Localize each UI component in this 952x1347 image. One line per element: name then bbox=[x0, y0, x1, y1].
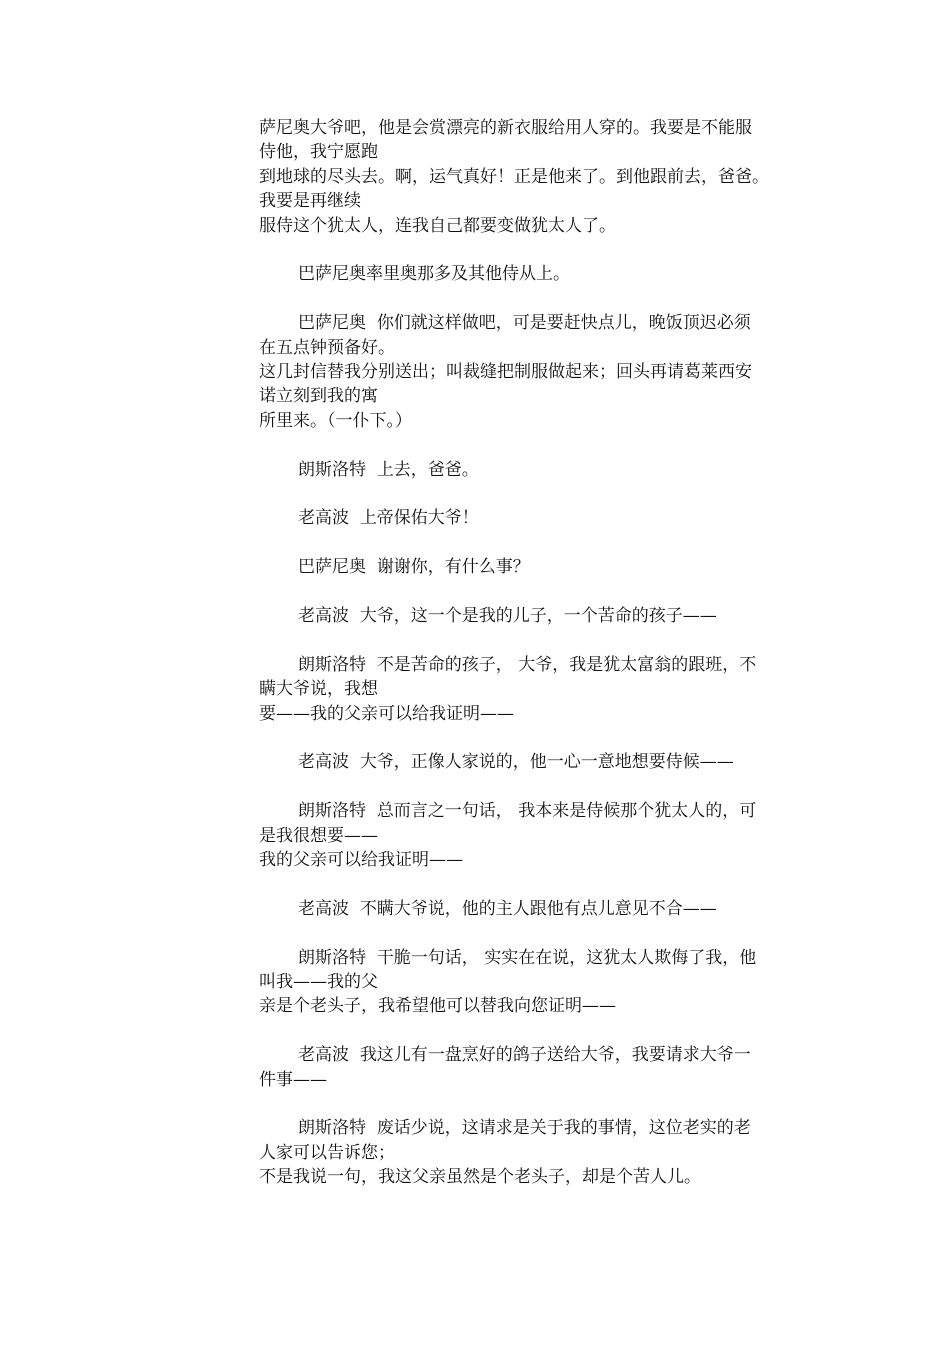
dialogue-paragraph bbox=[259, 653, 811, 726]
speech-text: 不是苦命的孩子， 大爷，我是犹太富翁的跟班，不 bbox=[376, 654, 757, 675]
dialogue-paragraph bbox=[259, 897, 811, 921]
text-line: 巴萨尼奥率里奥那多及其他侍从上。 bbox=[298, 264, 570, 285]
text-line bbox=[259, 458, 811, 482]
text-line: 所里来。（一仆下。） bbox=[259, 410, 412, 431]
speech-text: 废话少说，这请求是关于我的事情，这位老实的老 bbox=[376, 1118, 751, 1139]
text-line: 人家可以告诉您； bbox=[259, 1142, 395, 1163]
dialogue-paragraph bbox=[259, 458, 811, 482]
speech-text: 谢谢你，有什么事？ bbox=[376, 557, 530, 578]
text-line bbox=[259, 946, 811, 970]
speaker-name: 老高波 bbox=[298, 752, 349, 773]
text-line: 诺立刻到我的寓 bbox=[259, 386, 378, 407]
text-line: 瞒大爷说，我想 bbox=[259, 679, 378, 700]
text-line: 件事—— bbox=[259, 1069, 327, 1090]
dialogue-paragraph bbox=[259, 799, 811, 872]
text-line: 亲是个老头子，我希望他可以替我向您证明—— bbox=[259, 996, 616, 1017]
speech-text: 上去，爸爸。 bbox=[376, 459, 479, 480]
speaker-name: 朗斯洛特 bbox=[298, 947, 366, 968]
text-line bbox=[259, 1116, 811, 1140]
dialogue-paragraph bbox=[259, 555, 811, 579]
paragraph-1 bbox=[259, 116, 811, 238]
text-line: 是我很想要—— bbox=[259, 825, 378, 846]
speech-text: 你们就这样做吧，可是要赶快点儿，晚饭顶迟必须 bbox=[376, 313, 751, 334]
text-line bbox=[259, 750, 811, 774]
text-line: 在五点钟预备好。 bbox=[259, 337, 395, 358]
text-line bbox=[259, 506, 811, 530]
text-line bbox=[259, 555, 811, 579]
speech-text: 大爷，正像人家说的，他一心一意地想要侍候—— bbox=[359, 752, 734, 773]
text-line: 侍他，我宁愿跑 bbox=[259, 142, 378, 163]
dialogue-paragraph bbox=[259, 311, 811, 433]
text-line: 要——我的父亲可以给我证明—— bbox=[259, 703, 514, 724]
dialogue-paragraph bbox=[259, 1043, 811, 1092]
text-line bbox=[259, 311, 811, 335]
dialogue-paragraph bbox=[259, 1116, 811, 1189]
speaker-name: 老高波 bbox=[298, 1045, 349, 1066]
dialogue-paragraph bbox=[259, 750, 811, 774]
document-page bbox=[259, 116, 811, 1214]
speech-text: 我这儿有一盘烹好的鸽子送给大爷，我要请求大爷一 bbox=[359, 1045, 751, 1066]
speaker-name: 老高波 bbox=[298, 898, 349, 919]
text-line bbox=[259, 799, 811, 823]
text-line bbox=[259, 897, 811, 921]
speaker-name: 老高波 bbox=[298, 606, 349, 627]
speaker-name: 朗斯洛特 bbox=[298, 1118, 366, 1139]
text-line: 叫我——我的父 bbox=[259, 972, 378, 993]
speaker-name: 朗斯洛特 bbox=[298, 654, 366, 675]
stage-direction bbox=[259, 262, 811, 286]
speaker-name: 朗斯洛特 bbox=[298, 459, 366, 480]
dialogue-paragraph bbox=[259, 506, 811, 530]
text-line bbox=[259, 1043, 811, 1067]
text-line: 我的父亲可以给我证明—— bbox=[259, 850, 463, 871]
text-line: 到地球的尽头去。啊，运气真好！正是他来了。到他跟前去，爸爸。 bbox=[259, 166, 769, 187]
speech-text: 上帝保佑大爷！ bbox=[359, 508, 479, 529]
dialogue-paragraph bbox=[259, 604, 811, 628]
speaker-name: 朗斯洛特 bbox=[298, 801, 366, 822]
text-line bbox=[259, 604, 811, 628]
speech-text: 大爷，这一个是我的儿子，一个苦命的孩子—— bbox=[359, 606, 717, 627]
speaker-name: 老高波 bbox=[298, 508, 349, 529]
speech-text: 不瞒大爷说，他的主人跟他有点儿意见不合—— bbox=[359, 898, 717, 919]
speech-text: 干脆一句话， 实实在在说，这犹太人欺侮了我，他 bbox=[376, 947, 757, 968]
text-line: 萨尼奥大爷吧，他是会赏漂亮的新衣服给用人穿的。我要是不能服 bbox=[259, 118, 752, 138]
text-line: 服侍这个犹太人，连我自己都要变做犹太人了。 bbox=[259, 215, 616, 236]
text-line: 不是我说一句，我这父亲虽然是个老头子，却是个苦人儿。 bbox=[259, 1167, 701, 1188]
speaker-name: 巴萨尼奥 bbox=[298, 313, 366, 334]
text-line: 这几封信替我分别送出；叫裁缝把制服做起来；回头再请葛莱西安 bbox=[259, 362, 752, 383]
speech-text: 总而言之一句话， 我本来是侍候那个犹太人的，可 bbox=[376, 801, 757, 822]
text-line bbox=[259, 653, 811, 677]
dialogue-paragraph bbox=[259, 946, 811, 1019]
speaker-name: 巴萨尼奥 bbox=[298, 557, 366, 578]
text-line: 我要是再继续 bbox=[259, 191, 361, 212]
